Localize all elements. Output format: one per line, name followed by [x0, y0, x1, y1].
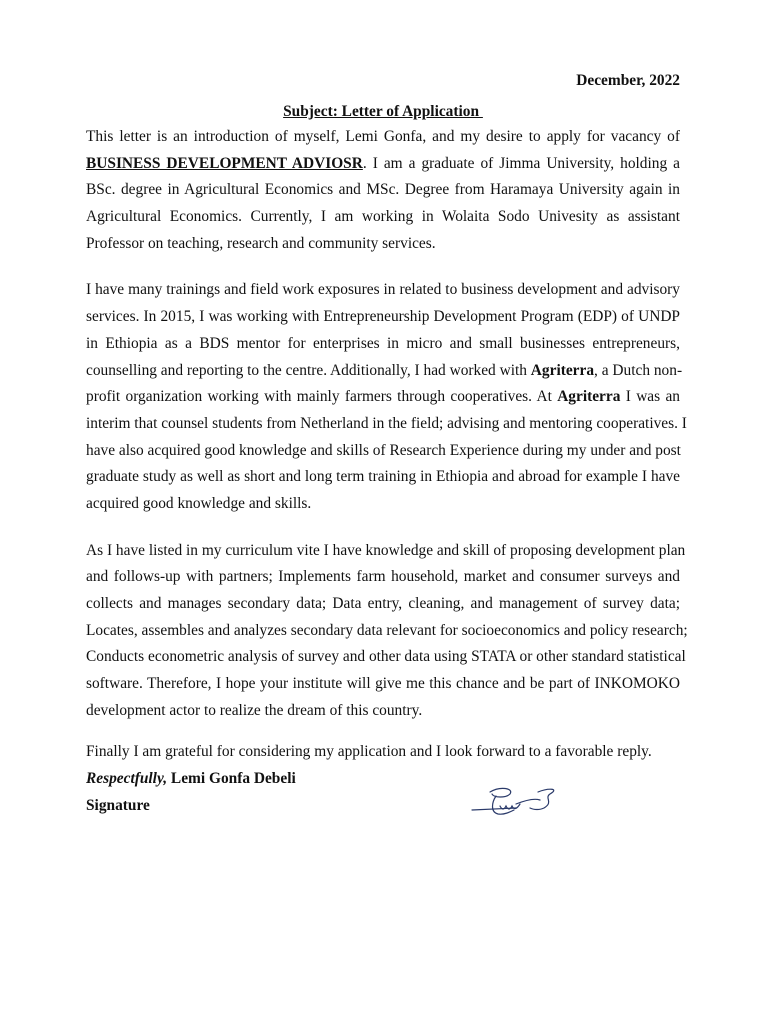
text-line: services. In 2015, I was working with Entrepreneurship Development Program (EDP) of UNDP	[86, 308, 680, 326]
respectfully-text: Respectfully,	[86, 770, 168, 788]
text-line	[86, 151, 680, 178]
letter-closing	[86, 739, 680, 819]
emphasized-text: BUSINESS DEVELOPMENT ADVIOSR	[86, 154, 363, 172]
text-line: Locates, assembles and analyzes secondary data relevant for socioeconomics and policy research;	[86, 621, 688, 639]
paragraph-1	[86, 124, 680, 257]
text-line: acquired good knowledge and skills.	[86, 494, 312, 512]
text-line: BSc. degree in Agricultural Economics and MSc. Degree from Haramaya University again in	[86, 181, 680, 199]
text-line: collects and manages secondary data; Data entry, cleaning, and management of survey data;	[86, 595, 680, 612]
text-line: Agricultural Economics. Currently, I am working in Wolaita Sodo Univesity as assistant	[86, 208, 680, 226]
letter-page	[86, 68, 688, 820]
emphasized-text: Agriterra	[530, 361, 595, 379]
text-segment: , a Dutch non-	[594, 361, 683, 379]
signature-label: Signature	[86, 796, 150, 814]
text-segment: . I am a graduate of Jimma University, holding a	[362, 154, 680, 172]
closing-line: Finally I am grateful for considering my application and I look forward to a favorable reply.	[86, 743, 652, 761]
text-line: Professor on teaching, research and community services.	[86, 234, 436, 252]
text-line: graduate study as well as short and long term training in Ethiopia and abroad for example I have	[86, 468, 680, 486]
emphasized-text: Agriterra	[557, 388, 621, 406]
text-line: interim that counsel students from Netherland in the field; advising and mentoring cooperatives. I	[86, 414, 687, 432]
text-line: and follows-up with partners; Implements farm household, market and consumer surveys and	[86, 568, 680, 586]
text-line: development actor to realize the dream of this country.	[86, 701, 423, 719]
handwritten-signature	[470, 782, 566, 822]
text-line: software. Therefore, I hope your institute will give me this chance and be part of INKOMOKO	[86, 675, 680, 693]
text-line: have also acquired good knowledge and skills of Research Experience during my under and post	[86, 441, 681, 459]
letter-subject: Subject: Letter of Application	[283, 103, 483, 120]
letter-body	[86, 124, 688, 724]
text-line: in Ethiopia as a BDS mentor for enterprises in micro and small businesses entrepreneurs,	[86, 334, 680, 352]
author-name: Lemi Gonfa Debeli	[167, 770, 296, 788]
paragraph-2	[86, 277, 687, 517]
text-line: This letter is an introduction of myself, Lemi Gonfa, and my desire to apply for vacancy of	[86, 128, 680, 145]
text-line: I have many trainings and field work exposures in related to business development and advisory	[86, 281, 680, 299]
letter-date: December, 2022	[576, 72, 680, 89]
text-line	[86, 358, 683, 385]
sign-off	[86, 766, 680, 793]
text-line: Conducts econometric analysis of survey and other data using STATA or other standard statistical	[86, 648, 686, 666]
text-segment: counselling and reporting to the centre. Additionally, I had worked with	[86, 361, 531, 379]
text-line: As I have listed in my curriculum vite I have knowledge and skill of proposing development plan	[86, 541, 686, 559]
text-line	[86, 384, 680, 411]
text-segment: I was an	[620, 388, 680, 406]
paragraph-3	[86, 538, 688, 725]
text-segment: profit organization working with mainly farmers through cooperatives. At	[86, 388, 558, 406]
